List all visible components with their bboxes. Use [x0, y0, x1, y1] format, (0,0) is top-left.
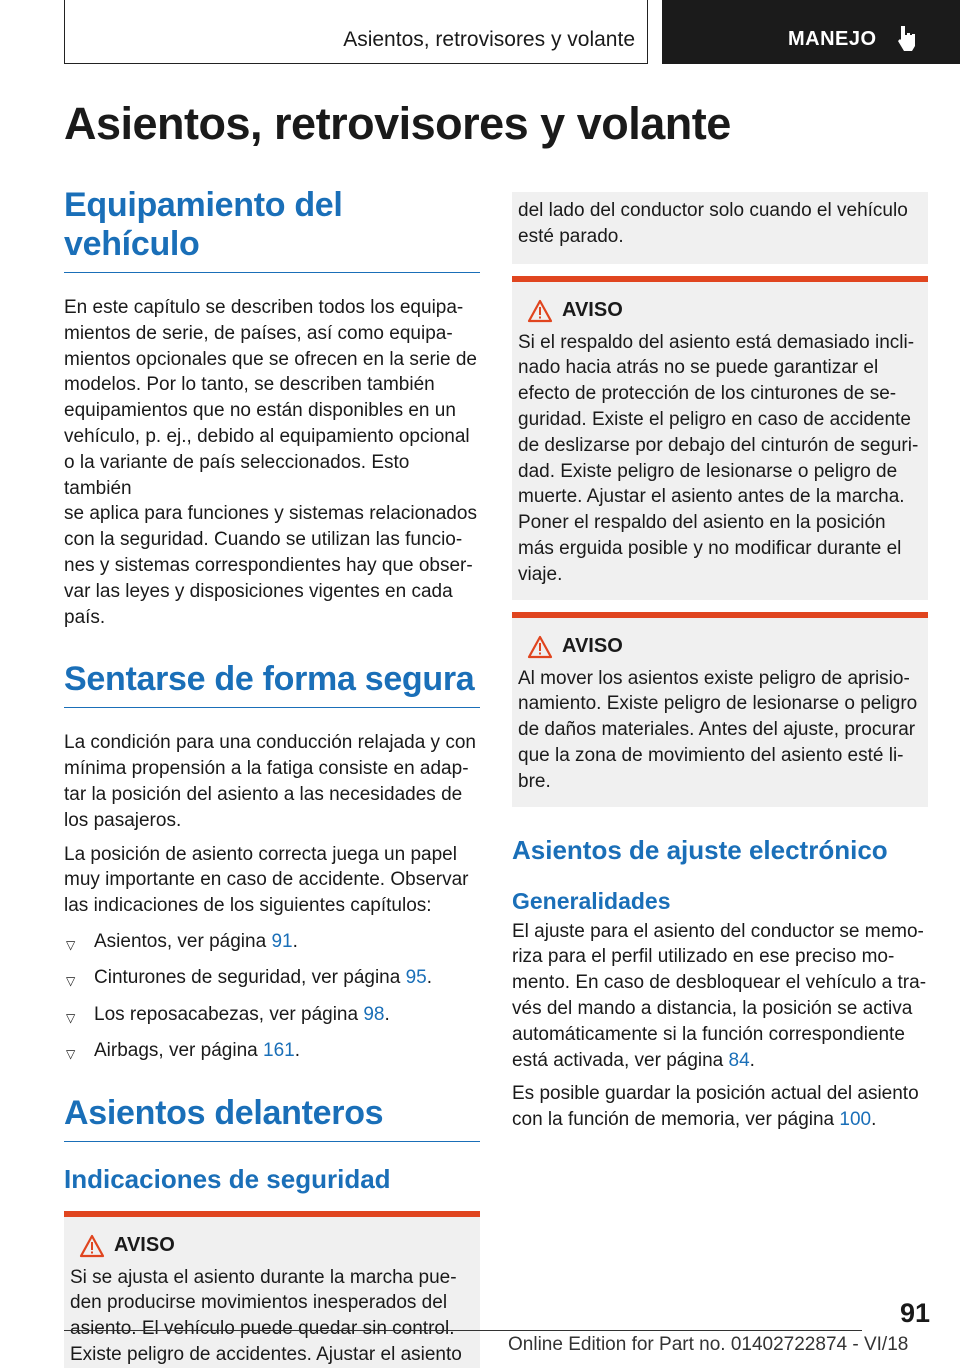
warning-triangle-icon: [518, 635, 562, 659]
text-line: dad. Existe peligro de lesionarse o peligro de: [518, 460, 898, 482]
text-line: viaje.: [518, 563, 563, 585]
text-line: El ajuste para el asiento del conductor se memo-: [512, 920, 924, 942]
page-link[interactable]: 161: [263, 1039, 295, 1061]
sentarse-paragraph-2: [64, 842, 480, 919]
subsubsection-title-generalidades: Generalidades: [512, 887, 671, 914]
subsection-title-electronico: Asientos de ajuste electrónico: [512, 834, 888, 865]
list-item-text: Los reposacabezas, ver página: [94, 1003, 364, 1025]
text-line: modelos. Por lo tanto, se describen también: [64, 374, 435, 396]
text-line: tar la posición del asiento a las necesidades de: [64, 783, 463, 805]
text-line: Si se ajusta el asiento durante la marcha pue-: [70, 1266, 457, 1288]
triangle-bullet-icon: ▽: [66, 1010, 76, 1025]
electronico-paragraph-1: El ajuste para el asiento del conductor se memo- riza para el perfil utilizado en ese preciso mo- mento. En caso de desbloquear el vehículo a tra- vés del mando a distancia, la posición se activa automáticamente si la función correspondiente está activada, ver página 84.: [512, 920, 927, 1071]
text-line: Existe peligro de accidentes. Ajustar el asiento: [70, 1344, 462, 1366]
text-line: mientos opcionales que se ofrecen en la serie de: [64, 348, 477, 370]
text-line: más erguida posible y no modificar durante el: [518, 537, 902, 559]
warning-text: [70, 1265, 474, 1368]
list-item: ▽ Cinturones de seguridad, ver página 95.: [64, 965, 480, 991]
subsection-title-seguridad: Indicaciones de seguridad: [64, 1163, 391, 1194]
text-line: automáticamente si la función correspondiente: [512, 1023, 905, 1045]
warning-box-3: [512, 612, 928, 807]
text-line: las indicaciones de los siguientes capítulos:: [64, 895, 432, 917]
page-link[interactable]: 100: [839, 1109, 872, 1131]
text-line: den producirse movimientos inesperados del: [70, 1292, 448, 1314]
warning-text: [518, 666, 922, 795]
text-line: país.: [64, 606, 106, 628]
text-line: mento. En caso de desbloquear el vehículo a tra-: [512, 972, 927, 994]
warning-label: AVISO: [562, 635, 623, 658]
text-line: con la función de memoria, ver página: [512, 1109, 840, 1131]
section-title-delanteros: Asientos delanteros: [64, 1094, 480, 1142]
page-link[interactable]: 98: [363, 1003, 385, 1025]
page-link[interactable]: 91: [271, 930, 293, 952]
text-line: los pasajeros.: [64, 809, 182, 831]
header-chapter-title: Asientos, retrovisores y volante: [343, 28, 635, 51]
warning-triangle-icon: [518, 299, 562, 323]
page-link[interactable]: 95: [405, 967, 427, 989]
text-line: del lado del conductor solo cuando el vehículo: [518, 200, 908, 221]
triangle-bullet-icon: ▽: [66, 1046, 76, 1061]
text-line: mínima propensión a la fatiga consiste en adap-: [64, 758, 469, 780]
text-line: riza para el perfil utilizado en ese preciso mo-: [512, 946, 895, 968]
footer-divider: [64, 1330, 862, 1331]
warning-box-2: [512, 276, 928, 600]
warning-header: [518, 294, 922, 328]
footer-edition: Online Edition for Part no. 01402722874 - VI/18: [508, 1334, 909, 1355]
text-line: Al mover los asientos existe peligro de aprisio-: [518, 667, 910, 689]
list-item: ▽ Airbags, ver página 161.: [64, 1038, 480, 1064]
sentarse-paragraph-1: [64, 730, 480, 833]
text-line: de deslizarse por debajo del cinturón de seguri-: [518, 434, 919, 456]
page-number: 91: [899, 1298, 930, 1328]
list-item: ▽ Los reposacabezas, ver página 98.: [64, 1002, 480, 1028]
text-line: mientos de serie, de países, así como equipa-: [64, 322, 453, 344]
text-line: con la seguridad. Cuando se utilizan las funcio-: [64, 529, 463, 551]
list-item-text: Asientos, ver página: [94, 930, 272, 952]
text-line: Es posible guardar la posición actual del asiento: [512, 1083, 919, 1105]
page-title: Asientos, retrovisores y volante: [64, 98, 731, 149]
triangle-bullet-icon: ▽: [66, 937, 76, 952]
warning-label: AVISO: [562, 299, 623, 322]
text-line: que la zona de movimiento del asiento esté li-: [518, 744, 904, 766]
warning-header: [518, 630, 922, 664]
electronico-paragraph-2: Es posible guardar la posición actual del asiento con la función de memoria, ver página 100.: [512, 1083, 919, 1131]
triangle-bullet-icon: ▽: [66, 974, 76, 989]
warning-box-1-continued: [512, 192, 928, 264]
text-line: nes y sistemas correspondientes hay que obser-: [64, 554, 473, 576]
text-line: o la variante de país seleccionados. Esto también: [64, 451, 410, 499]
list-item-text: Airbags, ver página: [94, 1039, 263, 1061]
list-item-text: Cinturones de seguridad, ver página: [94, 967, 406, 989]
hand-pointer-icon: [896, 24, 918, 52]
text-line: guridad. Existe el peligro en caso de accidente: [518, 408, 911, 430]
left-column: [64, 186, 480, 1368]
warning-label: AVISO: [114, 1234, 175, 1257]
warning-triangle-icon: [70, 1234, 114, 1258]
warning-text: [518, 330, 922, 588]
chapter-reference-list: [64, 929, 480, 1064]
text-line: La posición de asiento correcta juega un papel: [64, 843, 457, 865]
text-line: En este capítulo se describen todos los equipa-: [64, 297, 464, 318]
text-line: efecto de protección de los cinturones de se-: [518, 383, 897, 405]
text-line: se aplica para funciones y sistemas relacionados: [64, 503, 477, 525]
warning-text: [518, 198, 922, 250]
text-line: var las leyes y disposiciones vigentes en cada: [64, 580, 453, 602]
text-line: equipamientos que no están disponibles en un: [64, 400, 456, 422]
right-column: [512, 192, 928, 1133]
text-line: esté parado.: [518, 225, 624, 247]
text-line: está activada, ver página: [512, 1049, 729, 1071]
text-line: muerte. Ajustar el asiento antes de la marcha.: [518, 486, 905, 508]
text-line: nado hacia atrás no se puede garantizar el: [518, 357, 879, 379]
header-chapter-box: [64, 0, 648, 64]
text-line: vehículo, p. ej., debido al equipamiento opcional: [64, 425, 470, 447]
page-link[interactable]: 84: [728, 1049, 750, 1071]
text-line: muy importante en caso de accidente. Observar: [64, 869, 469, 891]
text-line: vés del mando a distancia, la posición se activa: [512, 997, 913, 1019]
text-line: Poner el respaldo del asiento en la posición: [518, 512, 886, 534]
text-line: asiento. El vehículo puede quedar sin control.: [70, 1318, 455, 1340]
header-section-tab[interactable]: [662, 0, 960, 64]
warning-header: [70, 1229, 474, 1263]
text-line: namiento. Existe peligro de lesionarse o peligro: [518, 693, 918, 715]
text-line: de daños materiales. Antes del ajuste, procurar: [518, 719, 916, 741]
header-tab-label: MANEJO: [788, 28, 877, 50]
section-title-sentarse: Sentarse de forma segura: [64, 660, 480, 708]
text-line: Si el respaldo del asiento está demasiado incli-: [518, 331, 915, 353]
warning-box-1: [64, 1211, 480, 1368]
list-item: ▽ Asientos, ver página 91.: [64, 929, 480, 955]
text-line: La condición para una conducción relajada y con: [64, 732, 476, 754]
section-title-equipamiento: Equipamiento del vehículo: [64, 186, 480, 273]
equipamiento-paragraph: [64, 295, 480, 630]
text-line: bre.: [518, 770, 551, 792]
